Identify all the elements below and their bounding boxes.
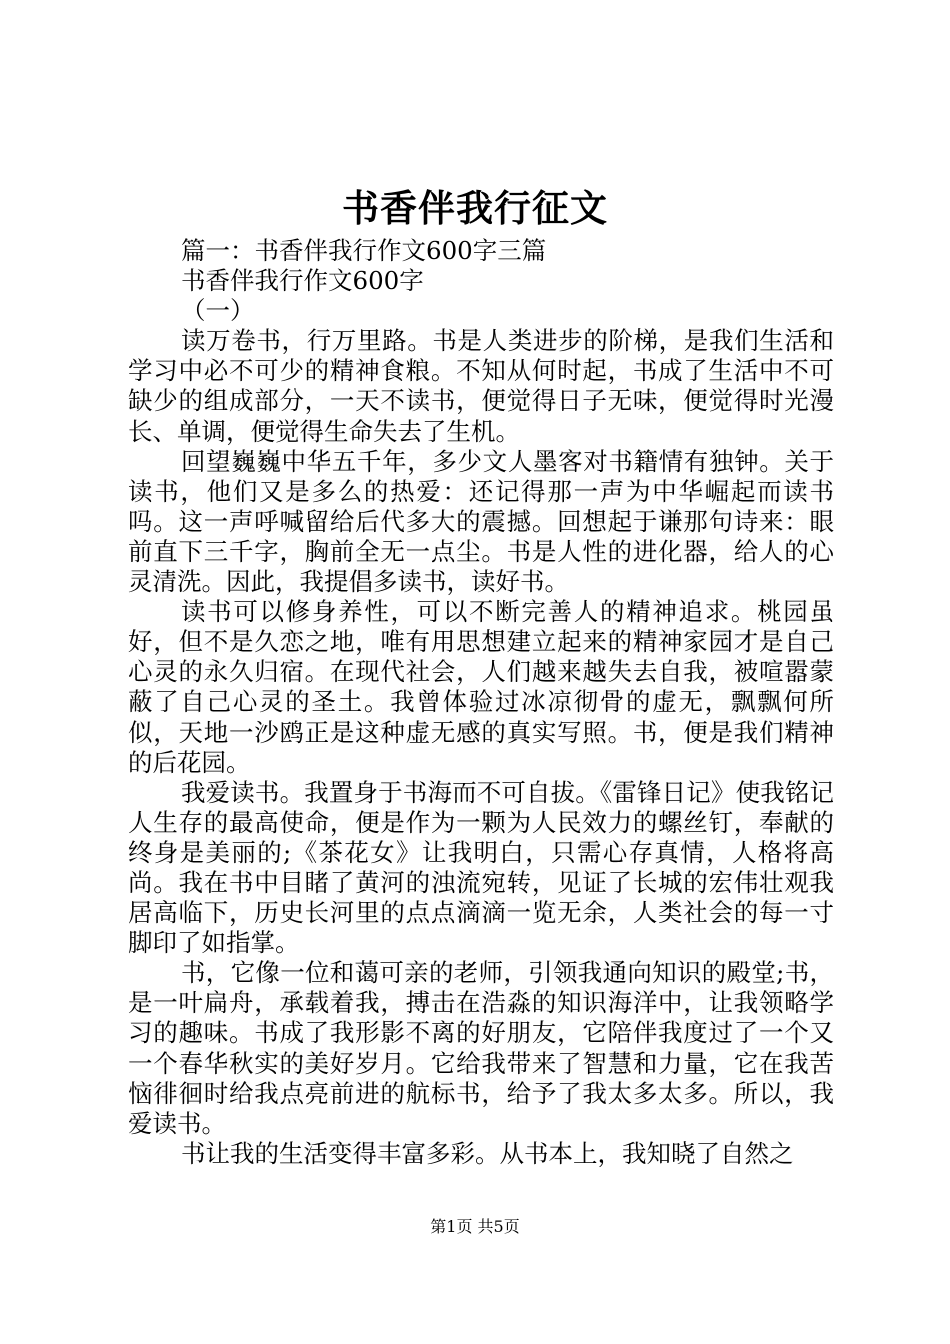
paragraph: 书让我的生活变得丰富多彩。从书本上，我知晓了自然之 [181, 1138, 794, 1168]
section-heading: 篇一：书香伴我行作文600字三篇 [181, 236, 547, 265]
subsection-heading: 书香伴我行作文600字 [181, 266, 424, 296]
paragraph: 书，它像一位和蔼可亲的老师，引领我通向知识的殿堂;书，是一叶扁舟，承载着我，搏击在浩淼的知识海洋中，让我领略学习的趣味。书成了我形影不离的好朋友，它陪伴我度过了一个又一个春华秋实的美好岁月。它给我带来了智慧和力量，它在我苦恼徘徊时给我点亮前进的航标书，给予了我太多太多。所以，我爱读书。 [128, 958, 834, 1138]
page-title: 书香伴我行征文 [342, 186, 608, 230]
paragraph: 读万卷书，行万里路。书是人类进步的阶梯，是我们生活和学习中必不可少的精神食粮。不知从何时起，书成了生活中不可缺少的组成部分，一天不读书，便觉得日子无味，便觉得时光漫长、单调，便觉得生命失去了生机。 [128, 326, 834, 446]
part-marker: （一） [181, 296, 255, 326]
document-body [128, 236, 834, 1169]
page-number-footer: 第1页 共5页 [430, 1217, 520, 1236]
paragraph: 回望巍巍中华五千年，多少文人墨客对书籍情有独钟。关于读书，他们又是多么的热爱：还记得那一声为中华崛起而读书吗。这一声呼喊留给后代多大的震撼。回想起于谦那句诗来：眼前直下三千字，胸前全无一点尘。书是人性的进化器，给人的心灵清洗。因此，我提倡多读书，读好书。 [128, 446, 834, 597]
paragraph: 我爱读书。我置身于书海而不可自拔。《雷锋日记》使我铭记人生存的最高使命，便是作为一颗为人民效力的螺丝钉，奉献的终身是美丽的;《茶花女》让我明白，只需心存真情，人格将高尚。我在书中目睹了黄河的浊流宛转，见证了长城的宏伟壮观我居高临下，历史长河里的点点滴滴一览无余，人类社会的每一寸脚印了如指掌。 [128, 777, 834, 958]
paragraph: 读书可以修身养性，可以不断完善人的精神追求。桃园虽好，但不是久恋之地，唯有用思想建立起来的精神家园才是自己心灵的永久归宿。在现代社会，人们越来越失去自我，被喧嚣蒙蔽了自己心灵的圣土。我曾体验过冰凉彻骨的虚无，飘飘何所似，天地一沙鸥正是这种虚无感的真实写照。书，便是我们精神的后花园。 [128, 597, 834, 777]
